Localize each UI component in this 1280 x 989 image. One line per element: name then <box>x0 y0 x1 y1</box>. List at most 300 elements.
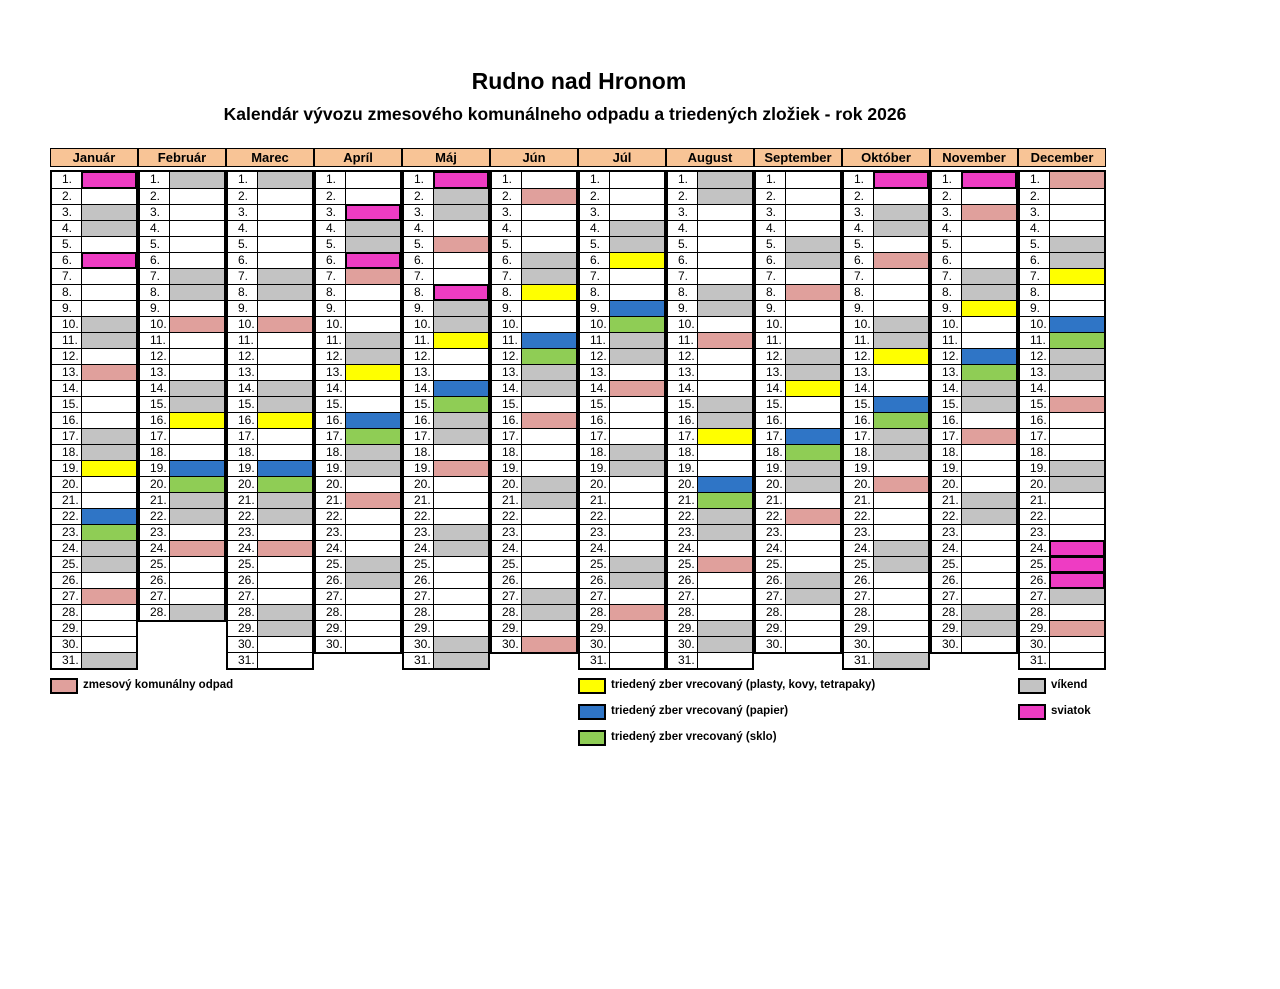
day-number: 1. <box>492 172 522 188</box>
day-number: 3. <box>668 205 698 220</box>
day-number: 20. <box>668 477 698 492</box>
day-cell-empty <box>346 172 400 188</box>
day-number: 26. <box>932 573 962 588</box>
day-cell-empty <box>698 573 752 588</box>
day-row <box>756 364 840 380</box>
day-number: 24. <box>492 541 522 556</box>
day-row <box>844 476 928 492</box>
day-row <box>140 476 224 492</box>
day-row <box>404 252 488 268</box>
day-cell-empty <box>874 493 928 508</box>
day-cell-empty <box>786 397 840 412</box>
day-cell-empty <box>82 605 136 620</box>
day-row <box>756 220 840 236</box>
day-row <box>932 476 1016 492</box>
day-cell-empty <box>346 637 400 652</box>
day-number: 15. <box>580 397 610 412</box>
day-row <box>316 332 400 348</box>
day-row <box>844 428 928 444</box>
day-row <box>756 348 840 364</box>
day-number: 5. <box>932 237 962 252</box>
day-number: 6. <box>932 253 962 268</box>
day-row <box>492 380 576 396</box>
day-row <box>756 396 840 412</box>
day-cell-empty <box>610 653 664 668</box>
day-row <box>140 428 224 444</box>
day-number: 1. <box>1020 172 1050 188</box>
day-number: 7. <box>404 269 434 284</box>
day-row <box>316 300 400 316</box>
day-row <box>316 476 400 492</box>
day-cell-empty <box>1050 301 1104 316</box>
day-number: 21. <box>52 493 82 508</box>
day-cell-empty <box>434 477 488 492</box>
day-cell-empty <box>170 333 224 348</box>
day-row <box>404 636 488 652</box>
day-number: 15. <box>228 397 258 412</box>
day-cell-empty <box>698 349 752 364</box>
day-row <box>492 556 576 572</box>
day-row <box>932 396 1016 412</box>
day-number: 21. <box>492 493 522 508</box>
day-cell-zmesovy <box>522 413 576 428</box>
day-cell-vikend <box>346 461 400 476</box>
day-number: 28. <box>668 605 698 620</box>
month-header: Júl <box>578 148 666 167</box>
calendar-grid <box>50 148 1108 670</box>
day-number: 11. <box>316 333 346 348</box>
legend-swatch <box>50 678 78 694</box>
day-row <box>668 508 752 524</box>
day-number: 31. <box>404 653 434 668</box>
day-row <box>1020 604 1104 620</box>
day-cell-vikend <box>1050 349 1104 364</box>
month-header: Január <box>50 148 138 167</box>
day-cell-vikend <box>962 397 1016 412</box>
day-row <box>492 460 576 476</box>
day-cell-vikend <box>522 253 576 268</box>
day-row <box>52 652 136 668</box>
day-row <box>844 188 928 204</box>
day-number: 26. <box>492 573 522 588</box>
day-cell-sviatok <box>434 172 488 188</box>
day-cell-zmesovy <box>698 333 752 348</box>
day-cell-sviatok <box>434 285 488 300</box>
day-row <box>668 524 752 540</box>
day-number: 8. <box>316 285 346 300</box>
day-number: 23. <box>492 525 522 540</box>
day-number: 22. <box>52 509 82 524</box>
day-row <box>492 204 576 220</box>
day-row <box>228 332 312 348</box>
day-row <box>52 188 136 204</box>
day-row <box>844 412 928 428</box>
day-row <box>756 620 840 636</box>
day-number: 8. <box>140 285 170 300</box>
day-row <box>228 636 312 652</box>
day-number: 24. <box>1020 541 1050 556</box>
day-row <box>932 348 1016 364</box>
day-row <box>492 524 576 540</box>
day-cell-vikend <box>698 301 752 316</box>
day-row <box>756 332 840 348</box>
day-number: 17. <box>1020 429 1050 444</box>
day-row <box>580 412 664 428</box>
day-number: 29. <box>316 621 346 636</box>
day-cell-empty <box>610 172 664 188</box>
day-row <box>932 556 1016 572</box>
day-number: 15. <box>1020 397 1050 412</box>
day-number: 22. <box>668 509 698 524</box>
day-row <box>228 268 312 284</box>
day-number: 19. <box>932 461 962 476</box>
day-cell-vikend <box>610 237 664 252</box>
day-row <box>492 236 576 252</box>
day-row <box>1020 412 1104 428</box>
day-cell-empty <box>258 445 312 460</box>
day-number: 23. <box>316 525 346 540</box>
day-cell-vikend <box>874 445 928 460</box>
day-row <box>1020 428 1104 444</box>
legend-swatch <box>578 678 606 694</box>
day-row <box>404 540 488 556</box>
day-cell-empty <box>258 221 312 236</box>
day-row <box>228 588 312 604</box>
day-number: 10. <box>756 317 786 332</box>
day-number: 15. <box>52 397 82 412</box>
day-cell-empty <box>1050 205 1104 220</box>
day-number: 29. <box>1020 621 1050 636</box>
day-cell-empty <box>82 621 136 636</box>
day-row <box>668 604 752 620</box>
day-cell-empty <box>962 573 1016 588</box>
month-header: September <box>754 148 842 167</box>
day-cell-vikend <box>1050 461 1104 476</box>
day-cell-sklo <box>346 429 400 444</box>
day-cell-zmesovy <box>434 237 488 252</box>
day-number: 14. <box>668 381 698 396</box>
legend-label: zmesový komunálny odpad <box>83 679 234 691</box>
day-cell-empty <box>522 429 576 444</box>
day-cell-vikend <box>434 541 488 556</box>
day-number: 1. <box>140 172 170 188</box>
day-row <box>668 460 752 476</box>
day-row <box>580 588 664 604</box>
day-cell-vikend <box>346 445 400 460</box>
day-row <box>1020 588 1104 604</box>
day-cell-empty <box>522 317 576 332</box>
day-number: 23. <box>52 525 82 540</box>
day-cell-vikend <box>434 429 488 444</box>
day-row <box>404 412 488 428</box>
day-number: 22. <box>316 509 346 524</box>
day-row <box>316 428 400 444</box>
day-row <box>844 364 928 380</box>
day-row <box>844 332 928 348</box>
day-number: 5. <box>756 237 786 252</box>
day-cell-empty <box>962 525 1016 540</box>
day-cell-zmesovy <box>786 509 840 524</box>
day-number: 9. <box>492 301 522 316</box>
day-cell-zmesovy <box>698 557 752 572</box>
day-row <box>140 572 224 588</box>
day-row <box>492 348 576 364</box>
day-number: 10. <box>404 317 434 332</box>
day-cell-vikend <box>258 397 312 412</box>
day-row <box>52 284 136 300</box>
day-number: 9. <box>844 301 874 316</box>
day-cell-empty <box>610 269 664 284</box>
day-number: 21. <box>668 493 698 508</box>
day-cell-empty <box>698 205 752 220</box>
day-cell-sviatok <box>82 172 136 188</box>
day-number: 9. <box>756 301 786 316</box>
day-row <box>844 268 928 284</box>
day-cell-plasty <box>874 349 928 364</box>
day-number: 23. <box>404 525 434 540</box>
day-cell-sklo <box>698 493 752 508</box>
day-number: 14. <box>316 381 346 396</box>
day-number: 19. <box>316 461 346 476</box>
day-row <box>1020 524 1104 540</box>
day-number: 7. <box>52 269 82 284</box>
day-row <box>140 508 224 524</box>
day-number: 18. <box>52 445 82 460</box>
day-cell-vikend <box>82 221 136 236</box>
day-cell-empty <box>1050 509 1104 524</box>
day-cell-vikend <box>522 493 576 508</box>
day-number: 11. <box>52 333 82 348</box>
day-number: 27. <box>844 589 874 604</box>
day-row <box>844 284 928 300</box>
legend-swatch <box>578 730 606 746</box>
day-number: 13. <box>316 365 346 380</box>
day-number: 10. <box>228 317 258 332</box>
day-number: 6. <box>228 253 258 268</box>
day-number: 6. <box>756 253 786 268</box>
day-number: 26. <box>580 573 610 588</box>
day-row <box>140 236 224 252</box>
day-number: 18. <box>932 445 962 460</box>
day-row <box>756 572 840 588</box>
day-number: 22. <box>404 509 434 524</box>
day-cell-vikend <box>258 381 312 396</box>
day-cell-empty <box>258 525 312 540</box>
day-row <box>404 508 488 524</box>
day-cell-vikend <box>82 653 136 668</box>
day-row <box>580 188 664 204</box>
day-cell-empty <box>346 509 400 524</box>
day-row <box>668 572 752 588</box>
day-row <box>316 604 400 620</box>
day-number: 18. <box>844 445 874 460</box>
day-number: 20. <box>932 477 962 492</box>
day-cell-vikend <box>346 557 400 572</box>
day-row <box>1020 252 1104 268</box>
day-row <box>1020 508 1104 524</box>
day-row <box>52 252 136 268</box>
day-number: 6. <box>404 253 434 268</box>
day-cell-empty <box>874 237 928 252</box>
day-row <box>580 284 664 300</box>
day-row <box>932 236 1016 252</box>
day-number: 4. <box>668 221 698 236</box>
day-row <box>404 300 488 316</box>
day-row <box>756 284 840 300</box>
day-row <box>228 428 312 444</box>
day-row <box>1020 572 1104 588</box>
day-number: 15. <box>492 397 522 412</box>
day-number: 4. <box>1020 221 1050 236</box>
day-cell-empty <box>170 349 224 364</box>
day-number: 3. <box>844 205 874 220</box>
day-cell-empty <box>522 461 576 476</box>
day-row <box>756 556 840 572</box>
day-cell-empty <box>170 253 224 268</box>
day-row <box>580 332 664 348</box>
day-cell-empty <box>786 621 840 636</box>
day-cell-empty <box>258 253 312 268</box>
day-number: 16. <box>140 413 170 428</box>
day-number: 15. <box>140 397 170 412</box>
day-row <box>316 172 400 188</box>
day-number: 7. <box>756 269 786 284</box>
day-row <box>932 540 1016 556</box>
day-number: 3. <box>140 205 170 220</box>
day-number: 30. <box>932 637 962 652</box>
day-cell-vikend <box>170 381 224 396</box>
day-number: 15. <box>316 397 346 412</box>
day-number: 27. <box>228 589 258 604</box>
day-cell-vikend <box>962 509 1016 524</box>
day-cell-plasty <box>258 413 312 428</box>
day-row <box>228 444 312 460</box>
day-number: 3. <box>52 205 82 220</box>
day-row <box>1020 284 1104 300</box>
day-number: 6. <box>52 253 82 268</box>
day-number: 2. <box>932 189 962 204</box>
day-row <box>404 476 488 492</box>
day-row <box>228 172 312 188</box>
day-cell-papier <box>170 461 224 476</box>
day-number: 12. <box>580 349 610 364</box>
day-number: 13. <box>1020 365 1050 380</box>
day-cell-vikend <box>346 333 400 348</box>
day-number: 16. <box>668 413 698 428</box>
day-row <box>404 492 488 508</box>
day-number: 5. <box>668 237 698 252</box>
day-number: 16. <box>492 413 522 428</box>
day-row <box>228 492 312 508</box>
day-cell-empty <box>82 349 136 364</box>
day-row <box>580 268 664 284</box>
day-row <box>756 460 840 476</box>
day-number: 11. <box>932 333 962 348</box>
day-row <box>404 428 488 444</box>
day-cell-empty <box>962 477 1016 492</box>
day-number: 26. <box>668 573 698 588</box>
day-cell-zmesovy <box>874 477 928 492</box>
day-cell-vikend <box>698 413 752 428</box>
day-number: 16. <box>1020 413 1050 428</box>
day-row <box>1020 364 1104 380</box>
day-number: 10. <box>1020 317 1050 332</box>
day-row <box>492 396 576 412</box>
day-cell-papier <box>434 381 488 396</box>
day-cell-sklo <box>258 477 312 492</box>
day-cell-vikend <box>170 172 224 188</box>
day-number: 23. <box>668 525 698 540</box>
day-cell-zmesovy <box>346 493 400 508</box>
day-number: 26. <box>756 573 786 588</box>
day-row <box>404 380 488 396</box>
day-row <box>404 220 488 236</box>
day-cell-vikend <box>258 269 312 284</box>
day-row <box>1020 556 1104 572</box>
day-number: 21. <box>756 493 786 508</box>
month-column <box>1018 170 1106 670</box>
legend-label: triedený zber vrecovaný (sklo) <box>611 731 777 743</box>
day-number: 28. <box>1020 605 1050 620</box>
day-number: 20. <box>52 477 82 492</box>
day-number: 16. <box>228 413 258 428</box>
day-number: 29. <box>844 621 874 636</box>
day-row <box>228 572 312 588</box>
day-row <box>316 524 400 540</box>
day-number: 29. <box>932 621 962 636</box>
day-number: 4. <box>580 221 610 236</box>
day-cell-empty <box>258 205 312 220</box>
day-number: 28. <box>316 605 346 620</box>
day-number: 27. <box>140 589 170 604</box>
day-row <box>932 364 1016 380</box>
day-number: 30. <box>228 637 258 652</box>
day-number: 16. <box>52 413 82 428</box>
day-number: 24. <box>404 541 434 556</box>
day-row <box>52 300 136 316</box>
day-number: 5. <box>492 237 522 252</box>
month-column <box>314 170 402 654</box>
day-number: 16. <box>580 413 610 428</box>
day-number: 5. <box>140 237 170 252</box>
day-number: 28. <box>844 605 874 620</box>
day-row <box>580 620 664 636</box>
day-cell-empty <box>1050 605 1104 620</box>
day-cell-plasty <box>698 429 752 444</box>
day-cell-vikend <box>170 269 224 284</box>
day-cell-vikend <box>82 445 136 460</box>
day-cell-vikend <box>170 493 224 508</box>
day-cell-empty <box>82 381 136 396</box>
month-header: Jún <box>490 148 578 167</box>
day-number: 27. <box>668 589 698 604</box>
day-number: 20. <box>140 477 170 492</box>
legend-swatch <box>1018 678 1046 694</box>
day-number: 6. <box>844 253 874 268</box>
day-number: 7. <box>228 269 258 284</box>
month-header: December <box>1018 148 1106 167</box>
day-number: 23. <box>140 525 170 540</box>
day-row <box>140 460 224 476</box>
day-row <box>756 476 840 492</box>
day-number: 14. <box>140 381 170 396</box>
day-number: 12. <box>756 349 786 364</box>
day-cell-empty <box>610 429 664 444</box>
day-row <box>844 540 928 556</box>
day-cell-empty <box>258 365 312 380</box>
day-number: 15. <box>756 397 786 412</box>
day-cell-empty <box>82 413 136 428</box>
